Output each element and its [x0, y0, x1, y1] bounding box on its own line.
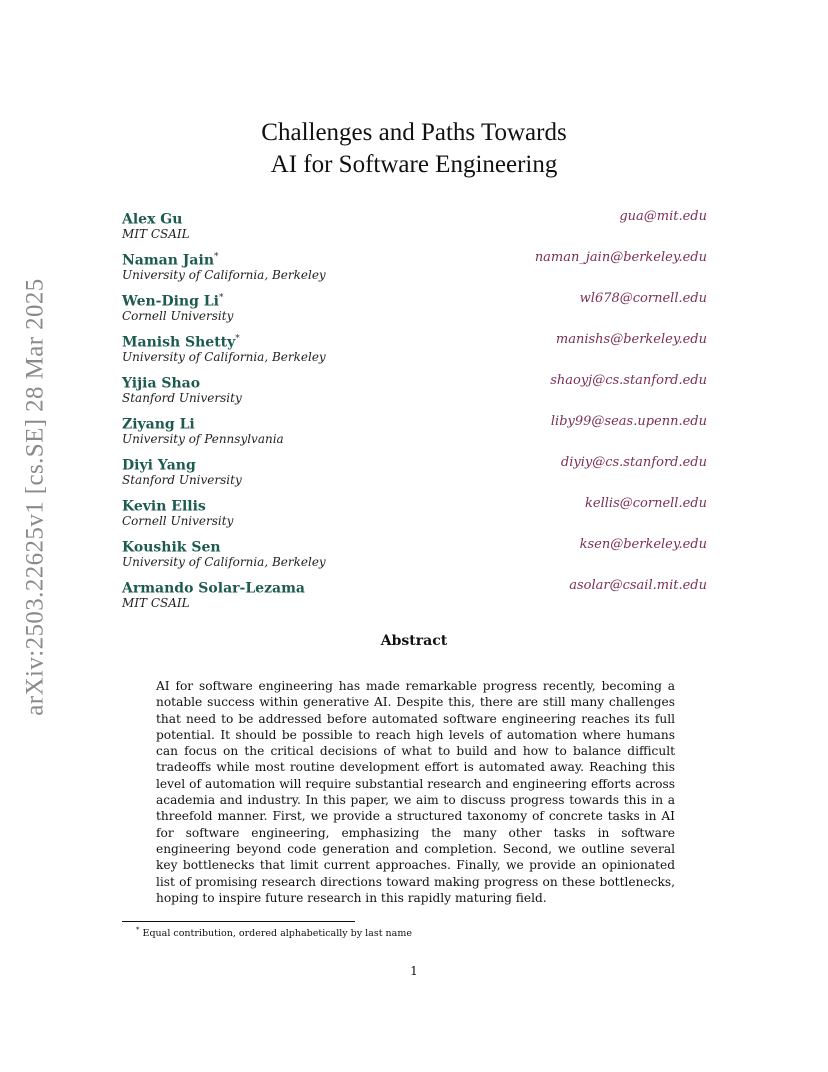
abstract-heading: Abstract [380, 633, 448, 649]
author-entry [122, 493, 707, 534]
author-entry [122, 329, 707, 370]
title-line-1: Challenges and Paths Towards [261, 119, 567, 146]
author-entry [122, 575, 707, 616]
author-entry [122, 288, 707, 329]
author-entry [122, 534, 707, 575]
author-email[interactable]: gua@mit.edu [619, 209, 707, 224]
author-name: Diyi Yang [122, 457, 196, 474]
author-affiliation: Stanford University [122, 391, 242, 405]
footnote-mark: * [136, 926, 140, 934]
author-entry [122, 452, 707, 493]
author-name: Yijia Shao [122, 375, 201, 392]
author-name: Armando Solar-Lezama [122, 580, 305, 597]
author-affiliation: University of Pennsylvania [122, 432, 284, 446]
author-name: Koushik Sen [122, 539, 221, 556]
paper-title [0, 117, 828, 181]
author-email[interactable]: naman_jain@berkeley.edu [534, 250, 707, 265]
author-email[interactable]: diyiy@cs.stanford.edu [560, 455, 707, 470]
author-email[interactable]: asolar@csail.mit.edu [569, 578, 707, 593]
footnote-text: Equal contribution, ordered alphabetically by last name [142, 928, 412, 940]
author-email[interactable]: shaoyj@cs.stanford.edu [550, 373, 707, 388]
title-line-2: AI for Software Engineering [270, 151, 558, 178]
author-affiliation: University of California, Berkeley [122, 268, 326, 282]
author-affiliation: Cornell University [122, 514, 234, 528]
author-name: Kevin Ellis [122, 498, 206, 515]
abstract-body: AI for software engineering has made remarkable progress recently, becoming a notable success within generative AI. Despite this, there are still many challenges that need to be addressed before automated software engineering reaches its full potential. It should be possible to reach high levels of automation where humans can focus on the critical decisions of what to build and how to balance difficult tradeoffs while most routine development effort is automated away. Reaching this level of automation will require substantial research and engineering efforts across academia and industry. In this paper, we aim to discuss progress towards this in a threefold manner. First, we provide a structured taxonomy of concrete tasks in AI for software engineering, emphasizing the many other tasks in software engineering beyond code generation and completion. Second, we outline several key bottlenecks that limit current approaches. Finally, we provide an opinionated list of promising research directions toward making progress on these bottlenecks, hoping to inspire future research in this rapidly maturing field. [156, 679, 675, 905]
author-email[interactable]: liby99@seas.upenn.edu [550, 414, 707, 429]
page-number: 1 [410, 964, 418, 978]
footnote [136, 926, 412, 939]
arxiv-identifier: arXiv:2503.22625v1 [cs.SE] 28 Mar 2025 [22, 278, 49, 716]
author-email[interactable]: ksen@berkeley.edu [579, 537, 707, 552]
author-name: Alex Gu [122, 211, 183, 228]
author-name: Manish Shetty* [122, 334, 240, 351]
author-entry [122, 247, 707, 288]
arxiv-side-stamp [10, 262, 62, 732]
author-affiliation: MIT CSAIL [122, 596, 190, 610]
author-name: Naman Jain* [122, 252, 219, 269]
author-affiliation: University of California, Berkeley [122, 555, 326, 569]
author-email[interactable]: manishs@berkeley.edu [555, 332, 707, 347]
footnote-divider [122, 921, 355, 922]
author-affiliation: University of California, Berkeley [122, 350, 326, 364]
author-name: Wen-Ding Li* [122, 293, 224, 310]
author-entry [122, 206, 707, 247]
author-name: Ziyang Li [122, 416, 195, 433]
author-affiliation: Cornell University [122, 309, 234, 323]
author-list [122, 206, 707, 616]
author-affiliation: Stanford University [122, 473, 242, 487]
author-email[interactable]: kellis@cornell.edu [585, 496, 707, 511]
author-affiliation: MIT CSAIL [122, 227, 190, 241]
author-entry [122, 411, 707, 452]
author-email[interactable]: wl678@cornell.edu [579, 291, 707, 306]
author-entry [122, 370, 707, 411]
